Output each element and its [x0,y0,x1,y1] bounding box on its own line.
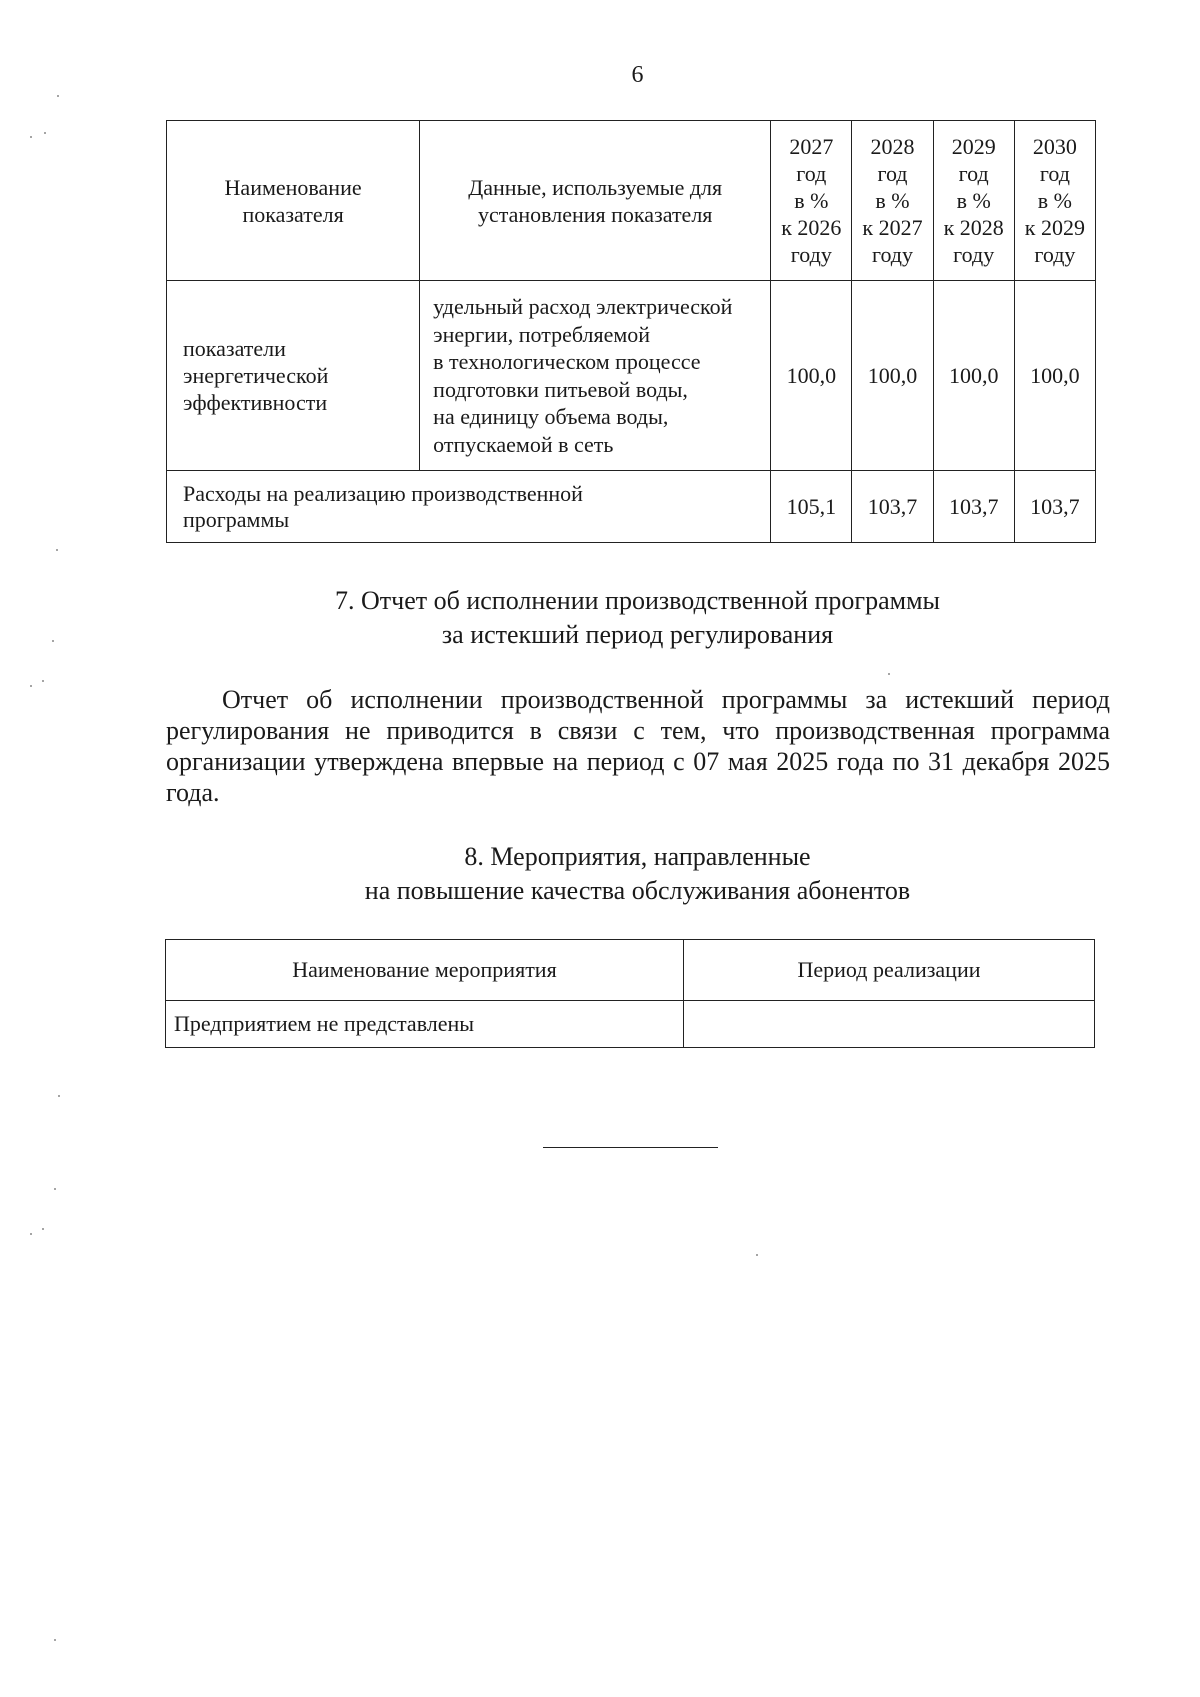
scan-speck [54,1188,56,1190]
indicator-name: показатели энергетической эффективности [167,281,420,471]
indicator-value-2030: 100,0 [1014,281,1095,471]
header-year-base: к 2027 [862,215,923,240]
header-year-2029 [933,121,1014,281]
section-8-title-line2: на повышение качества обслуживания абонентов [364,876,911,905]
header-year-unit: год [877,161,908,186]
expenses-row [167,471,1096,543]
indicators-table [166,120,1096,543]
header-year-unit: год [1039,161,1070,186]
indicator-data-line: отпускаемой в сеть [433,431,614,457]
section-7-paragraph: Отчет об исполнении производственной программы за истекший период регулирования не приводится в связи с тем, что производственная программа организации утверждена впервые на период с 07 мая 2025 года по 31 декабря 2025 года. [166,685,1110,807]
indicator-data-line: удельный расход электрической [433,294,733,319]
header-year: 2029 [951,134,996,159]
indicator-data-line: подготовки питьевой воды, [433,376,688,402]
header-year-2028 [852,121,933,281]
scan-speck [42,1228,44,1230]
section-8-heading [0,840,1200,908]
header-year-base: к 2029 [1024,215,1085,240]
header-year-2027 [771,121,852,281]
scan-speck [30,1233,32,1235]
expenses-value-2030: 103,7 [1014,471,1095,543]
indicator-value-2029: 100,0 [933,281,1014,471]
section-7-heading [0,584,1200,652]
scan-speck [44,132,46,134]
events-row-name: Предприятием не представлены [166,1001,684,1048]
scan-speck [30,136,32,138]
header-year-pct: в % [875,188,910,213]
indicator-data-line: энергии, потребляемой [433,321,651,347]
header-year-pct: в % [794,188,829,213]
scan-speck [888,673,890,675]
indicator-data-line: в технологическом процессе [433,349,701,374]
header-year-pct: в % [1037,188,1072,213]
table-row [167,281,1096,471]
header-year-base: к 2026 [781,215,842,240]
header-year-suffix: году [1034,242,1076,267]
header-year-pct: в % [956,188,991,213]
header-year-suffix: году [871,242,914,267]
header-year-unit: год [796,161,827,186]
scan-speck [57,95,59,97]
events-table [165,939,1095,1048]
events-header-row [166,940,1095,1001]
scan-speck [54,1639,56,1641]
scan-speck [756,1254,758,1256]
indicator-data [420,281,771,471]
events-header-name: Наименование мероприятия [166,940,684,1001]
scan-speck [58,1095,60,1097]
events-row-period [684,1001,1095,1048]
header-year: 2027 [789,134,834,159]
scan-speck [52,640,54,642]
indicators-header-row [167,121,1096,281]
indicator-value-2028: 100,0 [852,281,933,471]
header-year: 2028 [870,134,915,159]
header-year-unit: год [958,161,989,186]
header-year-suffix: году [790,242,832,267]
indicator-value-2027: 100,0 [771,281,852,471]
header-indicator-data: Данные, используемые для установления показателя [420,121,771,281]
scan-speck [30,685,32,687]
page-number: 6 [631,62,644,88]
header-year-2030 [1014,121,1095,281]
header-year-suffix: году [953,242,995,267]
indicator-data-line: на единицу объема воды, [433,404,669,429]
events-header-period: Период реализации [684,940,1095,1001]
table-row [166,1001,1095,1048]
expenses-label: Расходы на реализацию производственной программы [167,471,771,543]
section-7-title-line1: 7. Отчет об исполнении производственной программы [334,586,941,615]
expenses-value-2027: 105,1 [771,471,852,543]
header-year-base: к 2028 [943,215,1004,240]
section-7-title-line2: за истекший период регулирования [441,620,834,649]
end-rule [543,1147,718,1148]
scan-speck [42,680,44,682]
expenses-value-2029: 103,7 [933,471,1014,543]
scan-speck [56,549,58,551]
header-year: 2030 [1032,134,1077,159]
section-8-title-line1: 8. Мероприятия, направленные [464,842,811,871]
expenses-value-2028: 103,7 [852,471,933,543]
header-indicator-name: Наименование показателя [167,121,420,281]
